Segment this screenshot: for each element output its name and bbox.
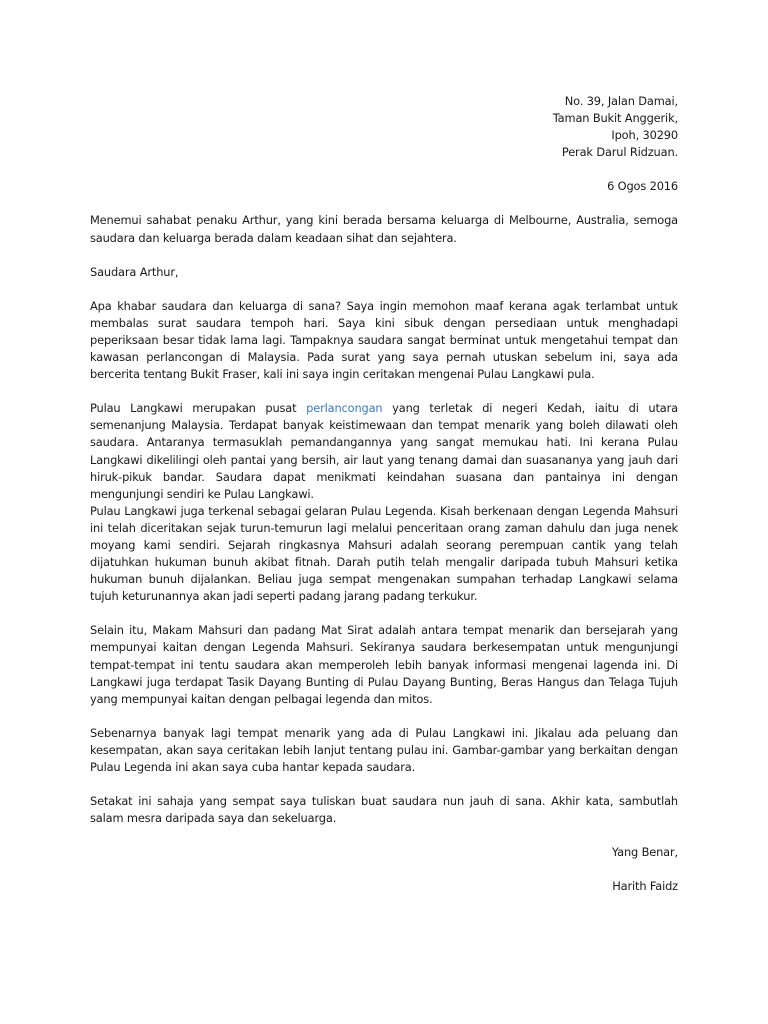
- perlancongan-link[interactable]: perlancongan: [306, 401, 383, 416]
- body-paragraph-5: Sebenarnya banyak lagi tempat menarik yang ada di Pulau Langkawi ini. Jikalau ada peluang dan kesempatan, akan saya ceritakan lebih lanjut tentang pulau ini. Gambar-gambar yang berkaitan dengan Pulau Legenda ini akan saya cuba hantar kepada saudara.: [90, 725, 678, 774]
- body-paragraph-4: Selain itu, Makam Mahsuri dan padang Mat Sirat adalah antara tempat menarik dan bersejarah yang mempunyai kaitan dengan Legenda Mahsuri. Sekiranya saudara berkesempatan untuk mengunjungi tempat-tempat ini tentu saudara akan memperoleh lebih banyak informasi mengenai lagenda ini. Di Langkawi juga terdapat Tasik Dayang Bunting di Pulau Dayang Bunting, Beras Hangus dan Telaga Tujuh yang mempunyai kaitan dengan pelbagai legenda dan mitos.: [90, 623, 678, 706]
- letter-date: 6 Ogos 2016: [607, 179, 678, 194]
- address-line-3: Ipoh, 30290: [611, 128, 678, 143]
- intro-paragraph: Menemui sahabat penaku Arthur, yang kini berada bersama keluarga di Melbourne, Australia, semoga saudara dan keluarga berada dalam keadaan sihat dan sejahtera.: [90, 213, 678, 245]
- paragraph-2-start: Pulau Langkawi merupakan pusat: [90, 401, 307, 416]
- salutation: Saudara Arthur,: [90, 264, 179, 279]
- signature-name: Harith Faidz: [612, 879, 678, 894]
- address-line-1: No. 39, Jalan Damai,: [564, 94, 678, 108]
- closing-phrase: Yang Benar,: [611, 845, 678, 860]
- body-paragraph-6: Setakat ini sahaja yang sempat saya tuliskan buat saudara nun jauh di sana. Akhir kata, sambutlah salam mesra daripada saya dan sekeluarga.: [90, 794, 678, 826]
- body-paragraph-1: Apa khabar saudara dan keluarga di sana? Saya ingin memohon maaf kerana agak terlambat untuk membalas surat saudara tempoh hari. Saya kini sibuk dengan persediaan untuk menghadapi peperiksaan besar tidak lama lagi. Tampaknya saudara sangat berminat untuk mengetahui tempat dan kawasan perlancongan di Malaysia. Pada surat yang saya pernah utuskan sebelum ini, saya ada bercerita tentang Bukit Fraser, kali ini saya ingin ceritakan mengenai Pulau Langkawi pula.: [90, 298, 678, 382]
- address-line-2: Taman Bukit Anggerik,: [552, 111, 678, 126]
- paragraph-2-rest: yang terletak di negeri Kedah, iaitu di utara semenanjung Malaysia. Terdapat banyak keistimewaan dan tempat menarik yang boleh dilawati oleh saudara. Antaranya termasuklah pemandangannya yang sangat memukau hati. Ini kerana Pulau Langkawi dikelilingi oleh pantai yang bersih, air laut yang tenang damai dan suasananya yang jauh dari hiruk-pikuk bandar. Saudara dapat menikmati keindahan suasana dan pantainya ini dengan mengunjungi sendiri ke Pulau Langkawi.: [90, 401, 678, 501]
- letter-page: [90, 93, 678, 895]
- sender-address: [90, 93, 678, 161]
- body-paragraph-3: Pulau Langkawi juga terkenal sebagai gelaran Pulau Legenda. Kisah berkenaan dengan Legenda Mahsuri ini telah diceritakan sejak turun-temurun lagi melalui penceritaan orang zaman dahulu dan juga nenek moyang kami sendiri. Sejarah ringkasnya Mahsuri adalah seorang perempuan cantik yang telah dijatuhkan hukuman bunuh akibat fitnah. Darah putih telah mengalir daripada tubuh Mahsuri ketika hukuman bunuh dijalankan. Beliau juga sempat mengenakan sumpahan terhadap Langkawi selama tujuh keturunannya akan jadi seperti padang jarang padang terkukur.: [90, 503, 678, 604]
- address-line-4: Perak Darul Ridzuan.: [561, 145, 678, 160]
- body-paragraph-2: [90, 400, 678, 503]
